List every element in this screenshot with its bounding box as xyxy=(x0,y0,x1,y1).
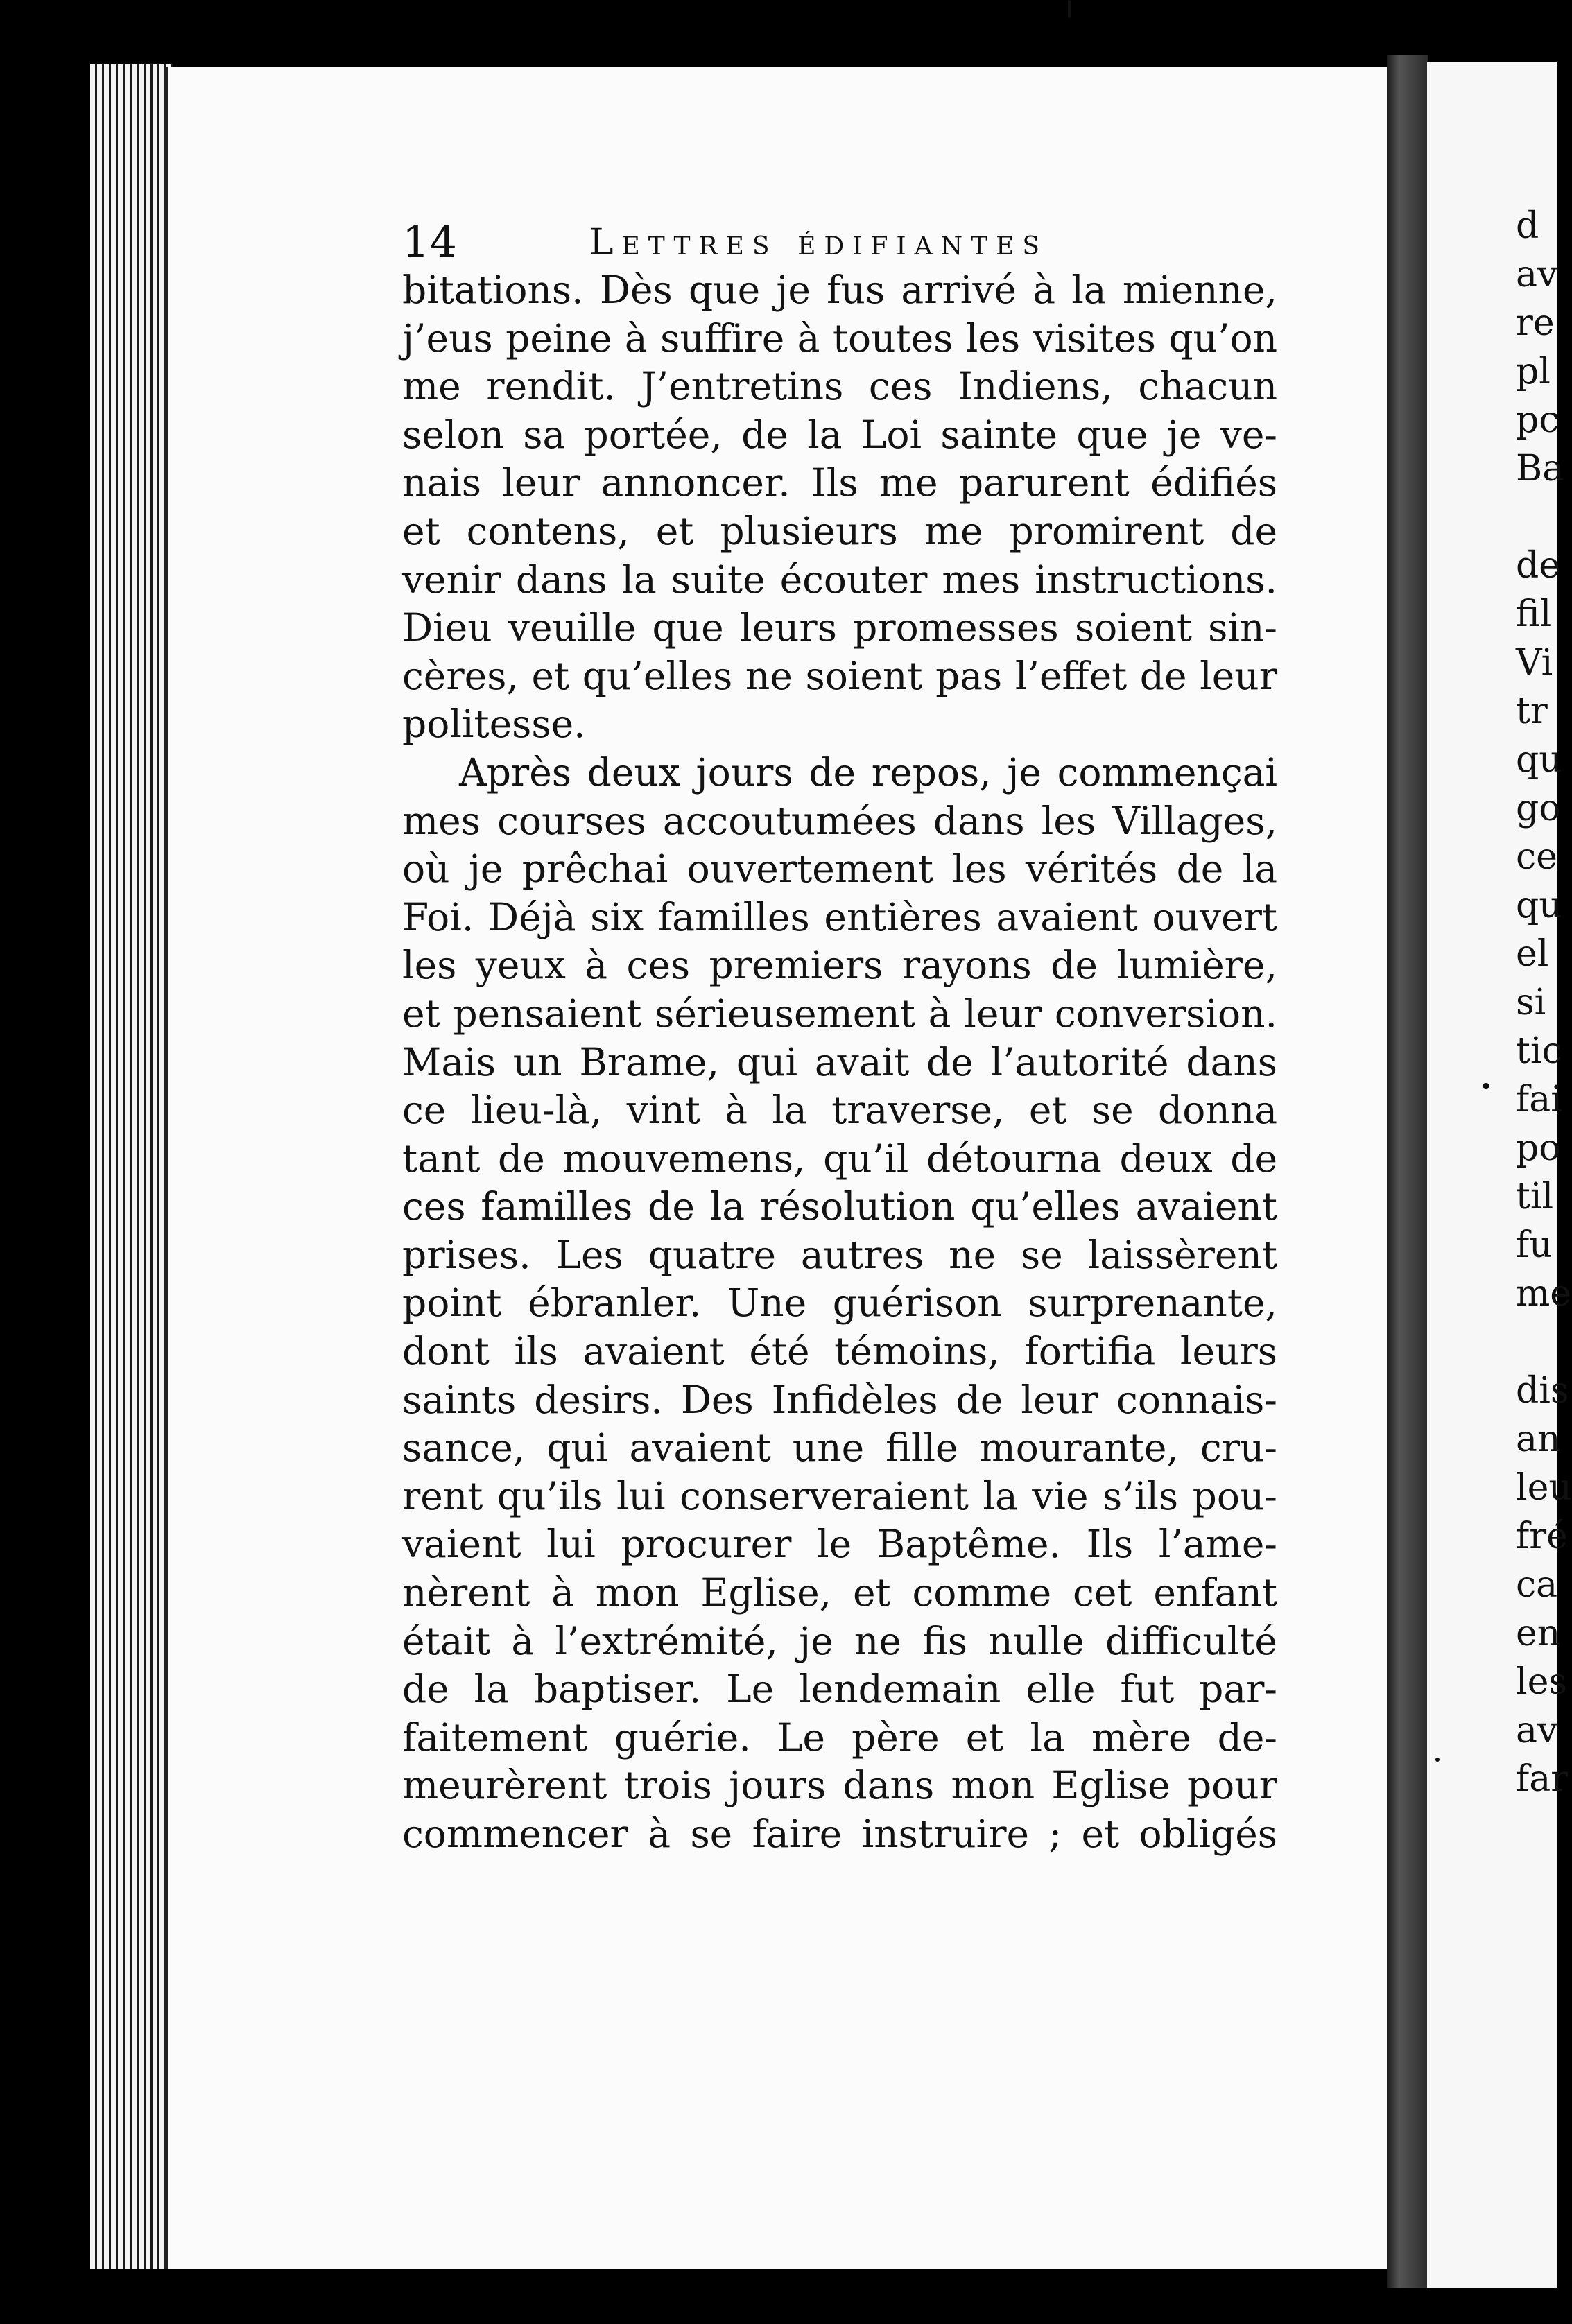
text-line: prises. Les quatre autres ne se laissèrent xyxy=(402,1232,1277,1277)
facing-page-text: pc xyxy=(1516,399,1560,441)
facing-page-text: fré xyxy=(1516,1516,1568,1557)
page-header xyxy=(402,216,1276,269)
text-line: meurèrent trois jours dans mon Eglise pour xyxy=(402,1763,1277,1808)
text-line: les yeux à ces premiers rayons de lumière, xyxy=(402,943,1277,988)
text-line: sance, qui avaient une fille mourante, cru- xyxy=(402,1425,1277,1471)
text-line: était à l’extrémité, je ne fis nulle difficulté xyxy=(402,1618,1277,1663)
text-line: nèrent à mon Eglise, et comme cet enfant xyxy=(402,1570,1277,1615)
text-line: vaient lui procurer le Baptême. Ils l’ame- xyxy=(402,1522,1277,1567)
text-line: mes courses accoutumées dans les Villages, xyxy=(402,798,1277,843)
facing-page-fragment xyxy=(1427,62,1572,2288)
facing-page-text: Ba xyxy=(1516,448,1564,489)
facing-page-text: qu xyxy=(1516,885,1562,926)
facing-page-text: dis xyxy=(1516,1370,1569,1412)
ink-speck xyxy=(1435,1758,1440,1762)
facing-page-text: til xyxy=(1516,1176,1554,1217)
facing-page-text: fai xyxy=(1516,1079,1562,1120)
facing-page-text: fu xyxy=(1516,1224,1553,1266)
text-line: politesse. xyxy=(402,702,586,747)
facing-page-text: an xyxy=(1516,1419,1561,1460)
facing-page-text: tr xyxy=(1516,691,1548,732)
text-line: faitement guérie. Le père et la mère de- xyxy=(402,1715,1277,1760)
text-line: selon sa portée, de la Loi sainte que je ve- xyxy=(402,412,1277,457)
facing-page-text: ce xyxy=(1516,836,1557,878)
text-line: et contens, et plusieurs me promirent de xyxy=(402,508,1277,553)
facing-page-text: en xyxy=(1516,1613,1561,1654)
facing-page-text: av xyxy=(1516,1710,1558,1751)
running-title: Lettres édifiantes xyxy=(589,222,1048,263)
text-line: me rendit. J’entretins ces Indiens, chacun xyxy=(402,364,1277,409)
text-line: ce lieu-là, vint à la traverse, et se donna xyxy=(402,1088,1277,1133)
ink-speck xyxy=(1068,0,1071,18)
facing-page-text: qu xyxy=(1516,739,1562,781)
text-line: Foi. Déjà six familles entières avaient ouvert xyxy=(402,894,1277,939)
text-line: bitations. Dès que je fus arrivé à la mienne, xyxy=(402,268,1277,312)
text-line: Après deux jours de repos, je commençai xyxy=(459,749,1277,795)
text-line: et pensaient sérieusement à leur conversion. xyxy=(402,991,1277,1036)
facing-page-text: far xyxy=(1516,1758,1569,1800)
ink-speck xyxy=(1483,1083,1489,1089)
facing-page-text: les xyxy=(1516,1661,1568,1703)
text-line: de la baptiser. Le lendemain elle fut par- xyxy=(402,1667,1277,1712)
text-line: Dieu veuille que leurs promesses soient sin- xyxy=(402,605,1277,650)
text-line: commencer à se faire instruire ; et obligés xyxy=(402,1812,1277,1856)
facing-page-text: go xyxy=(1516,788,1561,829)
text-line: dont ils avaient été témoins, fortifia leurs xyxy=(402,1329,1277,1374)
facing-page-text: leu xyxy=(1516,1467,1572,1509)
facing-page-text: po xyxy=(1516,1127,1561,1169)
text-line: point ébranler. Une guérison surprenante, xyxy=(402,1281,1277,1326)
facing-page-text: d xyxy=(1516,205,1539,247)
text-line: nais leur annoncer. Ils me parurent édifiés xyxy=(402,460,1277,505)
facing-page-text: av xyxy=(1516,254,1558,295)
text-line: saints desirs. Des Infidèles de leur connais- xyxy=(402,1377,1277,1422)
facing-page-text: fil xyxy=(1516,593,1552,635)
facing-page-text: tic xyxy=(1516,1030,1562,1072)
text-line: venir dans la suite écouter mes instructions. xyxy=(402,557,1277,602)
page-edge-stack xyxy=(90,64,173,2269)
gutter xyxy=(1387,55,1428,2288)
facing-page-text: me xyxy=(1516,1273,1572,1315)
facing-page-text: pl xyxy=(1516,351,1551,392)
facing-page-text: de xyxy=(1516,545,1561,587)
facing-page-text: ca xyxy=(1516,1564,1558,1606)
text-line: ces familles de la résolution qu’elles avaient xyxy=(402,1184,1277,1229)
page-number: 14 xyxy=(402,216,457,267)
text-line: cères, et qu’elles ne soient pas l’effet de leur xyxy=(402,653,1277,698)
text-line: tant de mouvemens, qu’il détourna deux de xyxy=(402,1136,1277,1181)
body-text xyxy=(402,266,1277,1859)
text-line: Mais un Brame, qui avait de l’autorité dans xyxy=(402,1039,1277,1084)
facing-page-text: Vi xyxy=(1516,642,1553,684)
text-line: j’eus peine à suffire à toutes les visites qu’on xyxy=(402,315,1277,361)
text-line: où je prêchai ouvertement les vérités de la xyxy=(402,847,1277,892)
facing-page-text: el xyxy=(1516,933,1549,975)
facing-page-text: re xyxy=(1516,302,1555,344)
facing-page-text: si xyxy=(1516,982,1546,1023)
text-line: rent qu’ils lui conserveraient la vie s’ils pou- xyxy=(402,1473,1277,1518)
